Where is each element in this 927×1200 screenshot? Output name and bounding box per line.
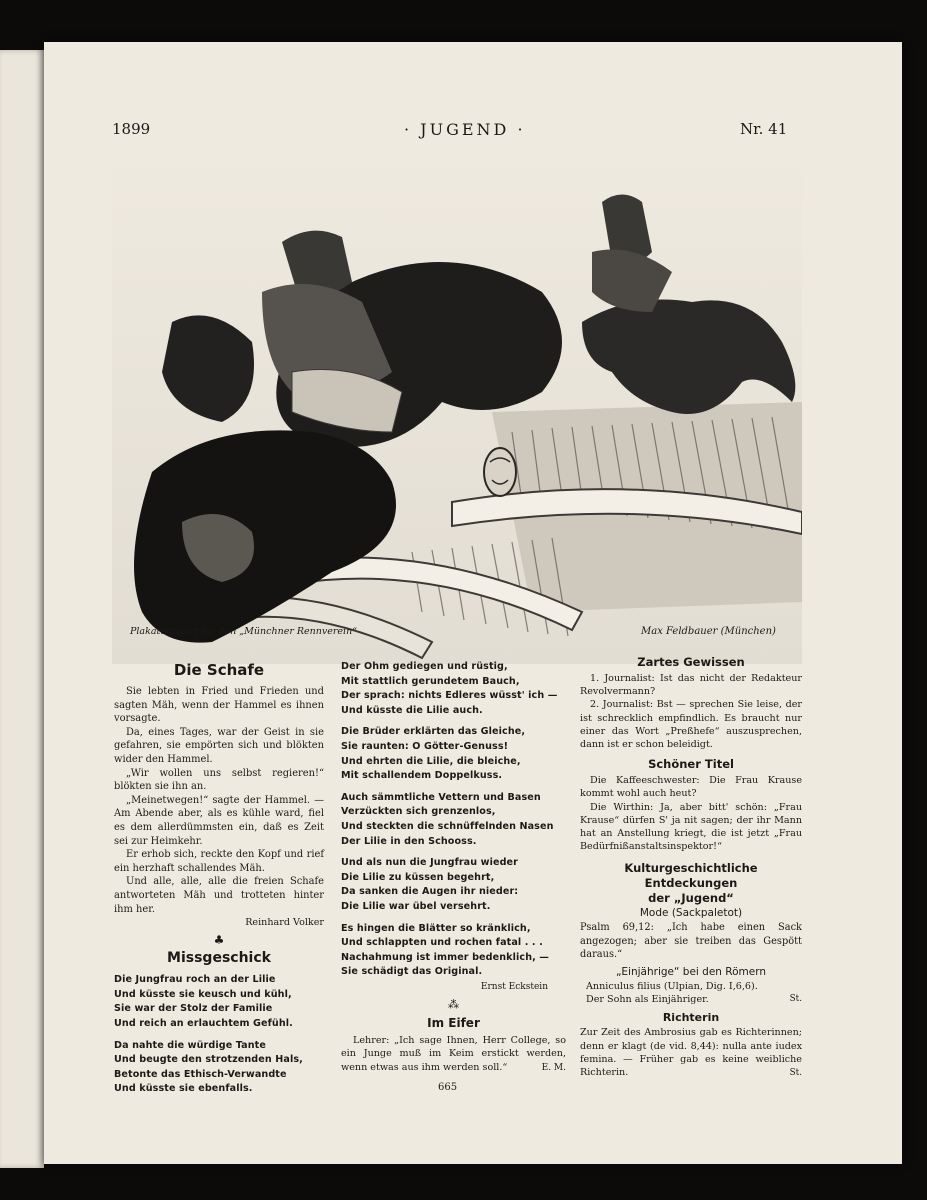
einjaehrige-translation xyxy=(580,993,802,1006)
illustration-artist: Max Feldbauer (München) xyxy=(641,626,776,637)
einjaehrige-translation-text: Der Sohn als Einjähriger. xyxy=(586,994,709,1006)
poem-line: Und als nun die Jungfrau wieder xyxy=(341,857,518,869)
einjaehrige-title: „Einjährige“ bei den Römern xyxy=(615,966,766,979)
poem-line: Die Jungfrau roch an der Lilie xyxy=(114,974,276,986)
eifer-title: Im Eifer xyxy=(427,1016,480,1031)
gewissen-line: 1. Journalist: Ist das nicht der Redakteur Revolvermann? xyxy=(580,673,802,698)
poem-line: Und beugte den strotzenden Hals, xyxy=(114,1054,303,1066)
schafe-signature: Reinhard Volker xyxy=(245,917,324,929)
richterin-title: Richterin xyxy=(662,1011,720,1025)
missgeschick-poem-continued xyxy=(341,660,566,980)
header-title: · JUGEND · xyxy=(404,120,526,139)
poem-line: Nachahmung ist immer bedenklich, — xyxy=(341,951,550,963)
gewissen-line: 2. Journalist: Bst — sprechen Sie leise, der ist schrecklich empfindlich. Es braucht nur einer das Wort „Preßhefe“ auszusprechen, dann ist er schon beleidigt. xyxy=(580,699,802,751)
ornament-icon: ⁂ xyxy=(448,998,459,1012)
schafe-paragraph: „Wir wollen uns selbst regieren!“ blökten sie ihn an. xyxy=(114,767,324,793)
poem-line: Und küsste sie keusch und kühl, xyxy=(114,988,292,1000)
club-ornament-icon: ♣ xyxy=(213,932,225,947)
header-issue: Nr. 41 xyxy=(740,120,788,138)
poem-line: Verzückten sich grenzenlos, xyxy=(341,806,496,818)
poem-line: Der Ohm gediegen und rüstig, xyxy=(341,661,508,672)
missgeschick-poem xyxy=(114,973,324,1097)
mode-title: Mode (Sackpaletot) xyxy=(639,907,743,920)
poem-line: Sie schädigt das Original. xyxy=(341,966,483,978)
column-middle xyxy=(341,660,566,1076)
poem-line: Es hingen die Blätter so kränklich, xyxy=(341,922,531,934)
schafe-title: Die Schafe xyxy=(173,661,265,679)
eifer-signature: E. M. xyxy=(541,1063,566,1074)
poem-line: Die Brüder erklärten das Gleiche, xyxy=(341,726,526,738)
poem-line: Und steckten die schnüffelnden Nasen xyxy=(341,820,554,832)
schafe-paragraph: Und alle, alle, alle die freien Schafe antworteten Mäh und trotteten hinter ihm her. xyxy=(114,876,324,915)
poem-line: Da nahte die würdige Tante xyxy=(114,1039,266,1051)
column-left xyxy=(114,660,324,1097)
poem-line: Und küsste die Lilie auch. xyxy=(341,704,483,716)
page-number: 665 xyxy=(438,1082,458,1093)
previous-page-edge xyxy=(0,50,44,1168)
poem-line: Und reich an erlauchtem Gefühl. xyxy=(114,1018,293,1030)
poem-line: Mit schallendem Doppelkuss. xyxy=(341,770,503,782)
poem-line: Sie war der Stolz der Familie xyxy=(114,1003,273,1015)
poem-line: Auch sämmtliche Vettern und Basen xyxy=(341,791,541,803)
titel-title: Schöner Titel xyxy=(648,757,734,772)
richterin-text: Zur Zeit des Ambrosius gab es Richterinnen; denn er klagt (de vid. 8,44): nulla ante iudex femina. — Früher gab es keine weibliche Richterin. xyxy=(580,1027,802,1079)
titel-line: Die Wirthin: Ja, aber bitt' schön: „Frau Krause“ dürfen S' ja nit sagen; der ihr Mann hat an Anstellung kriegt, die ist jetzt „Frau Bedürfnißanstaltsinspektor!“ xyxy=(580,801,802,853)
poem-line: Mit stattlich gerundetem Bauch, xyxy=(341,675,520,687)
schafe-paragraph: Da, eines Tages, war der Geist in sie gefahren, sie empörten sich und blökten wider den Hammel. xyxy=(114,726,324,765)
poem-line: Betonte das Ethisch-Verwandte xyxy=(114,1068,287,1080)
poem-line: Und schlappten und rochen fatal . . . xyxy=(341,937,543,949)
kultur-title: Kulturgeschichtliche Entdeckungen xyxy=(624,861,758,891)
poem-line: Die Lilie zu küssen begehrt, xyxy=(341,871,495,883)
kultur-subtitle: der „Jugend“ xyxy=(648,891,734,906)
poem-line: Da sanken die Augen ihr nieder: xyxy=(341,886,519,898)
richterin-signature: St. xyxy=(789,1068,802,1079)
einjaehrige-signature: St. xyxy=(789,994,802,1005)
poem-signature: Ernst Eckstein xyxy=(480,981,548,992)
titel-line: Die Kaffeeschwester: Die Frau Krause kommt wohl auch heut? xyxy=(580,775,802,800)
einjaehrige-text: Anniculus filius (Ulpian, Dig. I,6,6). xyxy=(586,981,758,993)
gewissen-title: Zartes Gewissen xyxy=(637,655,745,669)
column-right xyxy=(580,654,802,1081)
poem-line: Der sprach: nichts Edleres wüsst' ich — xyxy=(341,690,558,702)
poem-line: Und ehrten die Lilie, die bleiche, xyxy=(341,755,521,767)
mode-text: Psalm 69,12: „Ich habe einen Sack angezogen; aber sie treiben das Gespött daraus.“ xyxy=(580,922,802,960)
header-year: 1899 xyxy=(112,120,151,138)
schafe-paragraph: „Meinetwegen!“ sagte der Hammel. — Am Abende aber, als es kühle ward, fiel es dem allerdümmsten ein, daß es Zeit sei zur Heimkehr. xyxy=(114,794,324,847)
schafe-paragraph: Er erhob sich, reckte den Kopf und rief ein herzhaft schallendes Mäh. xyxy=(114,849,324,874)
poem-line: Der Lilie in den Schooss. xyxy=(341,835,477,847)
poem-line: Sie raunten: O Götter-Genuss! xyxy=(341,740,509,752)
missgeschick-title: Missgeschick xyxy=(167,950,271,967)
poem-line: Und küsste sie ebenfalls. xyxy=(114,1083,253,1095)
eifer-text: Lehrer: „Ich sage Ihnen, Herr College, so ein Junge muß im Keim erstickt werden, wenn etwas aus ihm werden soll.“ xyxy=(341,1035,566,1073)
magazine-page xyxy=(44,42,902,1164)
poem-line: Die Lilie war übel versehrt. xyxy=(341,900,491,912)
schafe-paragraph: Sie lebten in Fried und Frieden und sagten Mäh, wenn der Hammel es ihnen vorsagte. xyxy=(114,686,324,725)
racing-illustration xyxy=(112,142,802,664)
illustration-caption: Plakatentwurf für den „Münchner Rennverein“ xyxy=(130,626,358,637)
